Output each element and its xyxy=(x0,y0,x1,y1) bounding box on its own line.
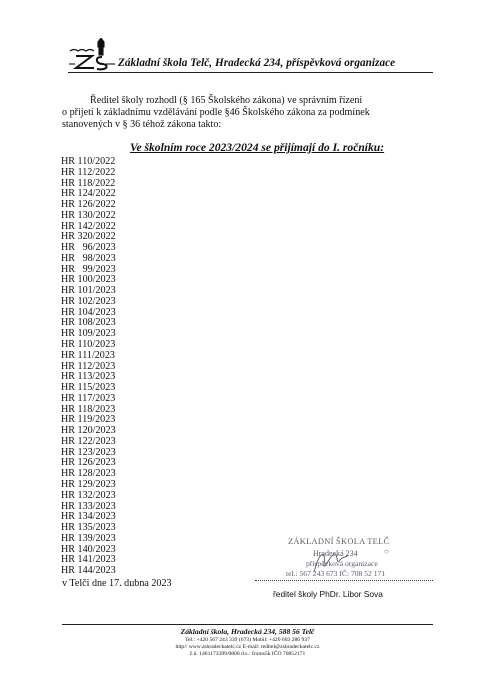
admitted-code: HR 129/2023 xyxy=(61,478,116,490)
admitted-code: HR 112/2022 xyxy=(61,166,116,178)
letterhead xyxy=(68,38,433,74)
admitted-code: HR 120/2023 xyxy=(61,425,116,437)
footer-web: http// www.zshradeckatelc.cz E-mail: reditel@zshradeckatelc.cz xyxy=(175,643,320,650)
school-logo-icon xyxy=(68,38,116,72)
admitted-code: HR 115/2023 xyxy=(61,382,116,394)
admitted-code: HR 119/2023 xyxy=(61,414,116,426)
admitted-code: HR 111/2023 xyxy=(61,349,115,361)
admitted-code: HR 133/2023 xyxy=(61,500,116,512)
signatory-name: ředitel školy PhDr. Libor Sova xyxy=(273,589,383,599)
signature-icon xyxy=(310,546,350,576)
admitted-code: HR 320/2022 xyxy=(61,231,116,243)
admitted-code: HR 122/2023 xyxy=(61,435,116,447)
admitted-code: HR 140/2023 xyxy=(61,543,116,555)
admitted-code: HR 118/2023 xyxy=(61,403,116,415)
admitted-code: HR 104/2023 xyxy=(61,306,116,318)
admitted-code: HR 123/2023 xyxy=(61,446,116,458)
admitted-code: HR 110/2023 xyxy=(61,339,116,351)
intro-line: stanovených v § 36 téhož zákona takto: xyxy=(62,119,222,131)
admitted-code: HR 142/2022 xyxy=(61,220,116,232)
admitted-code: HR 124/2022 xyxy=(61,188,116,200)
admitted-code: HR 126/2022 xyxy=(61,199,116,211)
seal-circle-icon: ○ xyxy=(384,547,389,556)
admitted-code: HR 112/2023 xyxy=(61,360,116,372)
signature-dotted-line xyxy=(255,580,433,581)
admitted-code: HR 102/2023 xyxy=(61,295,116,307)
admitted-code: HR 118/2022 xyxy=(61,177,116,189)
admitted-code: HR 132/2023 xyxy=(61,489,116,501)
intro-line: o přijetí k základnímu vzdělávání podle §46 Školského zákona za podmínek xyxy=(62,107,370,119)
admitted-code: HR 99/2023 xyxy=(61,263,116,275)
header-divider xyxy=(68,72,433,73)
footer-contact: Tel.: +420 567 243 339 (673) Mobil: +420 603 286 937 xyxy=(185,637,310,643)
admitted-code: HR 100/2023 xyxy=(61,274,116,286)
intro-line: Ředitel školy rozhodl (§ 165 Školského zákona) ve správním řízení xyxy=(90,95,363,106)
stamp-line: ZÁKLADNÍ ŠKOLA TELČ xyxy=(288,537,390,546)
stamp-line: tel.: 567 243 673 IČ: 708 52 171 xyxy=(286,569,386,578)
date-place: v Telči dne 17. dubna 2023 xyxy=(62,578,172,589)
admission-heading: Ve školním roce 2023/2024 se přijímají do I. ročníku: xyxy=(130,141,385,154)
admitted-code: HR 126/2023 xyxy=(61,457,116,469)
admitted-code: HR 108/2023 xyxy=(61,317,116,329)
admitted-code: HR 128/2023 xyxy=(61,468,116,480)
admitted-code: HR 109/2023 xyxy=(61,328,116,340)
admitted-code: HR 141/2023 xyxy=(61,554,116,566)
admitted-code: HR 135/2023 xyxy=(61,522,116,534)
decision-intro xyxy=(62,95,382,132)
admitted-code: HR 96/2023 xyxy=(61,242,116,254)
footer-divider xyxy=(62,624,433,625)
admitted-code: HR 144/2023 xyxy=(61,565,116,577)
admitted-codes-list xyxy=(61,157,116,577)
stamp-line: Hradecká 234 xyxy=(313,549,358,558)
admitted-code: HR 139/2023 xyxy=(61,532,116,544)
footer xyxy=(62,627,433,657)
admitted-code: HR 98/2023 xyxy=(61,252,116,264)
footer-title: Základní škola, Hradecká 234, 588 56 Telč xyxy=(180,627,315,636)
admitted-code: HR 110/2022 xyxy=(61,156,116,167)
school-name: Základní škola Telč, Hradecká 234, příspěvková organizace xyxy=(118,57,396,69)
admitted-code: HR 101/2023 xyxy=(61,285,116,297)
admitted-code: HR 113/2023 xyxy=(61,371,116,383)
admitted-code: HR 134/2023 xyxy=(61,511,116,523)
footer-ids: č.ú. 1461173399/0800 d.s.: fcsms5k IČO 70852171 xyxy=(189,650,306,657)
admitted-code: HR 130/2022 xyxy=(61,209,116,221)
stamp-line: příspěvková organizace xyxy=(306,559,378,568)
admitted-code: HR 117/2023 xyxy=(61,392,116,404)
